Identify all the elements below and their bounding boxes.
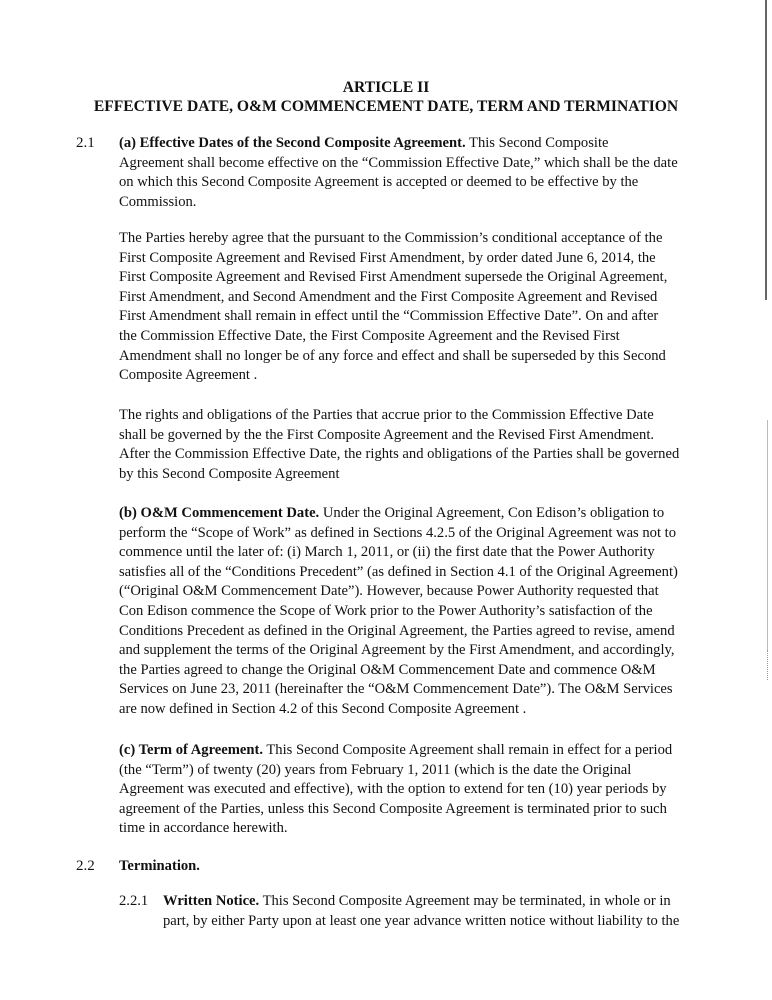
paragraph-line: the Commission Effective Date, the First Composite Agreement and the Revised First (119, 327, 620, 344)
paragraph-line: First Amendment, and Second Amendment and the First Composite Agreement and Revised (119, 288, 658, 305)
page-edge-scan-artifact (767, 420, 768, 650)
paragraph-b-line: are now defined in Section 4.2 of this Second Composite Agreement . (119, 700, 527, 717)
written-notice-heading: Written Notice. (163, 893, 260, 909)
article-title: ARTICLE II (342, 79, 430, 96)
paragraph-line: The Parties hereby agree that the pursuant to the Commission’s conditional acceptance of the (119, 230, 663, 246)
paragraph-line: First Amendment shall remain in effect until the “Commission Effective Date”. On and after (119, 308, 659, 325)
written-notice-line-1: Written Notice. This Second Composite Agreement may be terminated, in whole or in (163, 893, 671, 909)
paragraph-c-line: agreement of the Parties, unless this Second Composite Agreement is terminated prior to such (119, 800, 667, 817)
paragraph-b-line: perform the “Scope of Work” as defined in Sections 4.2.5 of the Original Agreement was not to (119, 524, 677, 541)
paragraph-b-heading: (b) O&M Commencement Date. (119, 505, 320, 521)
section-number-2-1: 2.1 (76, 135, 95, 151)
paragraph-written-notice (163, 892, 723, 931)
paragraph-b-line: and supplement the terms of the Original Agreement by the First Amendment, and accordingly, (119, 642, 675, 659)
paragraph-a-line-1: (a) Effective Dates of the Second Composite Agreement. This Second Composite (119, 135, 609, 151)
paragraph-line: First Composite Agreement and Revised First Amendment, by order dated June 6, 2014, the (119, 249, 656, 266)
paragraph-a (119, 134, 709, 212)
paragraph-b-line: satisfies all of the “Conditions Precedent” (as defined in Section 4.1 of the Original Agreement) (119, 563, 678, 580)
paragraph-b-line: commence until the later of: (i) March 1, 2011, or (ii) the first date that the Power Authority (119, 544, 655, 561)
paragraph-line: First Composite Agreement and Revised First Amendment supersede the Original Agreement, (119, 269, 668, 286)
paragraph-a-heading: (a) Effective Dates of the Second Composite Agreement. (119, 135, 466, 151)
paragraph-supersession (119, 229, 709, 386)
paragraph-line: by this Second Composite Agreement (119, 465, 340, 482)
paragraph-line: Composite Agreement . (119, 367, 258, 384)
paragraph-line: Amendment shall no longer be of any force and effect and shall be superseded by this Second (119, 347, 666, 364)
paragraph-line: The rights and obligations of the Parties that accrue prior to the Commission Effective Date (119, 407, 654, 423)
page-edge-scan-artifact (765, 0, 767, 300)
subsection-number-2-2-1: 2.2.1 (119, 893, 149, 909)
paragraph-b-line: Services on June 23, 2011 (hereinafter the “O&M Commencement Date”). The O&M Services (119, 681, 673, 698)
written-notice-line: part, by either Party upon at least one year advance written notice without liability to the (163, 912, 680, 929)
paragraph-rights-obligations (119, 406, 709, 484)
article-subtitle: EFFECTIVE DATE, O&M COMMENCEMENT DATE, TERM AND TERMINATION (93, 98, 679, 115)
paragraph-b-line: Con Edison commence the Scope of Work prior to the Power Authority’s satisfaction of the (119, 602, 653, 619)
paragraph-c-line: (the “Term”) of twenty (20) years from February 1, 2011 (which is the date the Original (119, 761, 632, 778)
termination-heading: Termination. (119, 858, 200, 874)
paragraph-a-line: Commission. (119, 193, 197, 210)
paragraph-a-line: Agreement shall become effective on the “Commission Effective Date,” which shall be the date (119, 154, 678, 171)
page-edge-scan-artifact (767, 650, 769, 680)
paragraph-c-line-1: (c) Term of Agreement. This Second Composite Agreement shall remain in effect for a period (119, 742, 673, 758)
paragraph-line: shall be governed by the the First Composite Agreement and the Revised First Amendment. (119, 426, 655, 443)
paragraph-c-line: Agreement was executed and effective), with the option to extend for ten (10) year periods by (119, 781, 667, 798)
paragraph-b-line: Conditions Precedent as defined in the Original Agreement, the Parties agreed to revise, amend (119, 622, 675, 639)
paragraph-c-heading: (c) Term of Agreement. (119, 742, 263, 758)
section-number-2-2: 2.2 (76, 858, 95, 874)
paragraph-c (119, 741, 709, 839)
paragraph-a-line: on which this Second Composite Agreement is accepted or deemed to be effective by the (119, 174, 639, 191)
paragraph-line: After the Commission Effective Date, the rights and obligations of the Parties shall be governed (119, 446, 680, 463)
paragraph-c-line: time in accordance herewith. (119, 820, 288, 837)
paragraph-b-line: the Parties agreed to change the Original O&M Commencement Date and commence O&M (119, 661, 656, 678)
paragraph-b (119, 504, 709, 720)
paragraph-b-line-1: (b) O&M Commencement Date. Under the Original Agreement, Con Edison’s obligation to (119, 505, 665, 521)
paragraph-b-line: (“Original O&M Commencement Date”). However, because Power Authority requested that (119, 583, 659, 600)
